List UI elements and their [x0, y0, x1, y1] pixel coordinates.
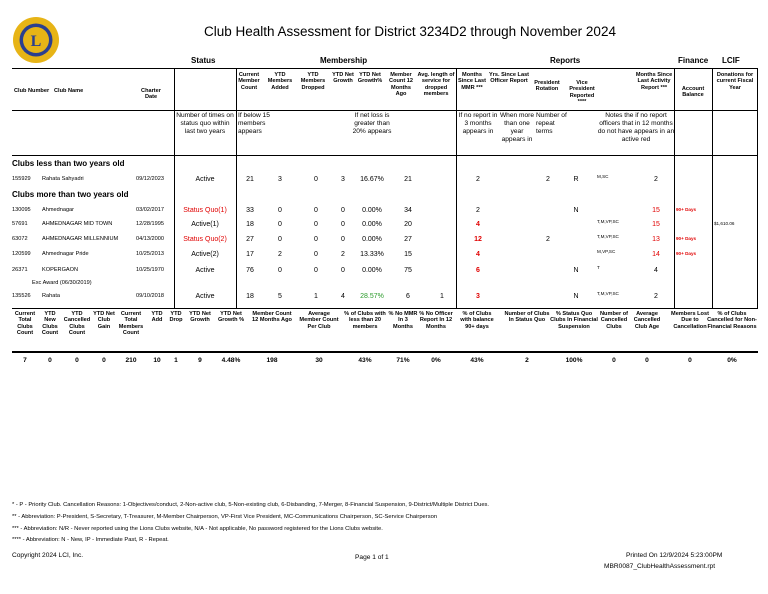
footnote: * - P - Priority Club. Cancellation Reasons: 1-Objectives/conduct, 2-Non-active club, 5-Non-existing club, 6-Disbanding, 7-Merger, 8-Financial Suspension, 9-District/Multiple District Dues. [12, 502, 490, 508]
totals-top-rule [12, 308, 758, 309]
total-ytd-new: 0 [48, 357, 52, 364]
total-current-members: 210 [125, 357, 137, 364]
cell-added: 0 [278, 236, 282, 243]
cell-pct: 0.00% [362, 267, 382, 274]
hdr-member-count-12: Member Count 12 Months Ago [389, 72, 413, 97]
hdr-ytd-members-added: YTD Members Added [267, 72, 293, 91]
total-hdr-ytd-add: YTD Add [151, 311, 163, 324]
cell-number: 130095 [12, 207, 31, 213]
cell-ago: 20 [404, 221, 412, 228]
cell-added: 0 [278, 207, 282, 214]
total-ytd-net-pct: 4.48% [221, 357, 241, 364]
total-hdr-current-members: Current Total Members Count [118, 311, 144, 336]
note-activity: Notes the if no report officers that in 12 months do not have appears in an active red [597, 112, 675, 143]
total-pct-cancelled: 0% [727, 357, 737, 364]
hdr-avg-length-service: Avg. length of service for dropped members [417, 72, 455, 97]
cell-number: 63072 [12, 236, 28, 242]
cell-name: KOPERGAON [42, 267, 79, 273]
cell-status: Active [195, 267, 215, 274]
cell-current: 18 [246, 293, 254, 300]
total-hdr-members-lost: Members Lost Due to Cancellation [671, 311, 709, 330]
cell-name: Ahmednagar [42, 207, 75, 213]
cell-added: 3 [278, 176, 282, 183]
cell-activity: 2 [654, 293, 658, 300]
header-bottom-rule [12, 155, 758, 156]
cell-officers: M,SC [597, 174, 609, 179]
hdr-yrs-since-officer: Yrs. Since Last Officer Report [488, 72, 530, 85]
group-old-clubs: Clubs more than two years old [12, 190, 129, 199]
section-reports: Reports [550, 56, 581, 65]
cell-number: 26371 [12, 267, 28, 273]
cell-activity: 2 [654, 176, 658, 183]
cell-vp: N [573, 267, 579, 274]
cell-officers: M,VP,SC [597, 249, 616, 254]
hdr-donations: Donations for current Fiscal Year [716, 72, 754, 91]
table-row [0, 265, 768, 277]
cell-mmr: 4 [476, 221, 480, 228]
table-row [0, 174, 768, 186]
cell-vp: R [573, 176, 579, 183]
table-row [0, 205, 768, 217]
cell-current: 33 [246, 207, 254, 214]
cell-status: Active [195, 293, 215, 300]
header-mid-rule [12, 110, 758, 111]
section-status: Status [191, 56, 216, 65]
section-lcif: LCIF [722, 56, 740, 65]
note-members: If below 15 members appears [238, 112, 270, 135]
cell-net: 0 [341, 236, 345, 243]
total-hdr-member-count-12: Member Count 12 Months Ago [252, 311, 292, 324]
cell-avg: 1 [440, 293, 444, 300]
report-id: MBR0087_ClubHealthAssessment.rpt [604, 563, 716, 570]
cell-number: 135526 [12, 293, 31, 299]
note-president: Number of repeat terms [536, 112, 567, 135]
note-net-loss: If net loss is greater than 20% appears [352, 112, 392, 135]
hdr-vp-reported: Vice President Reported **** [569, 80, 595, 105]
header-top-rule [12, 68, 758, 69]
cell-charter: 04/13/2000 [136, 236, 164, 242]
hdr-months-since-activity: Months Since Last Activity Report *** [635, 72, 673, 91]
cell-activity: 14 [652, 251, 660, 258]
cell-mmr: 12 [474, 236, 482, 243]
cell-pct: 13.33% [360, 251, 384, 258]
cell-mmr: 3 [476, 293, 480, 300]
total-num-status-quo: 2 [525, 357, 529, 364]
cell-current: 76 [246, 267, 254, 274]
cell-status: Active(1) [191, 221, 219, 228]
cell-pct: 0.00% [362, 207, 382, 214]
cell-net: 4 [341, 293, 345, 300]
total-avg-member: 30 [315, 357, 323, 364]
cell-dropped: 0 [314, 267, 318, 274]
total-pct-less-20: 43% [358, 357, 372, 364]
cell-activity: 15 [652, 221, 660, 228]
total-hdr-pct-status-quo: % Status Quo Clubs In Financial Suspension [550, 311, 598, 330]
cell-dropped: 1 [314, 293, 318, 300]
cell-charter: 12/28/1995 [136, 221, 164, 227]
section-finance: Finance [678, 56, 709, 65]
cell-pct: 0.00% [362, 221, 382, 228]
table-row [0, 219, 768, 231]
table-row [0, 291, 768, 303]
group-new-clubs: Clubs less than two years old [12, 159, 125, 168]
cell-dropped: 0 [314, 251, 318, 258]
total-hdr-avg-cancelled: Average Cancelled Club Age [633, 311, 661, 330]
cell-vp: N [573, 207, 579, 214]
total-hdr-avg-member: Average Member Count Per Club [299, 311, 339, 330]
total-ytd-drop: 1 [174, 357, 178, 364]
cell-ago: 15 [404, 251, 412, 258]
cell-status: Active(2) [191, 251, 219, 258]
cell-ago: 27 [404, 236, 412, 243]
total-hdr-num-cancelled: Number of Cancelled Clubs [600, 311, 628, 330]
cell-charter: 10/25/2013 [136, 251, 164, 257]
table-row [0, 234, 768, 246]
total-hdr-ytd-net-club: YTD Net Club Gain [93, 311, 115, 330]
cell-ago: 6 [406, 293, 410, 300]
cell-charter: 03/02/2017 [136, 207, 164, 213]
cell-added: 2 [278, 251, 282, 258]
total-ytd-net-growth: 9 [198, 357, 202, 364]
cell-net: 0 [341, 221, 345, 228]
cell-net: 0 [341, 207, 345, 214]
cell-added: 0 [278, 267, 282, 274]
cell-donation: $1,610.06 [714, 221, 735, 226]
total-members-lost: 0 [688, 357, 692, 364]
cell-balance: 90+ Days [676, 207, 697, 212]
cell-ago: 34 [404, 207, 412, 214]
cell-officers: T,M,VP,SC [597, 234, 619, 239]
hdr-ytd-net-growth-pct: YTD Net Growth% [357, 72, 383, 85]
cell-officers: T [597, 265, 600, 270]
cell-status: Active [195, 176, 215, 183]
total-ytd-net-club: 0 [102, 357, 106, 364]
total-hdr-ytd-new: YTD New Clubs Count [41, 311, 59, 336]
hdr-ytd-net-growth: YTD Net Growth [332, 72, 354, 85]
note-officer: When more than one year appears in [499, 112, 535, 143]
cell-status: Status Quo(1) [183, 207, 227, 214]
hdr-account-balance: Account Balance [681, 86, 705, 99]
cell-pres: 2 [546, 176, 550, 183]
hdr-president-rotation: President Rotation [534, 80, 560, 93]
footnote: *** - Abbreviation: N/R - Never reported using the Lions Clubs website, N/A - Not applicable, No password registered for the Lions Clubs website. [12, 526, 383, 532]
hdr-club-name: Club Name [54, 88, 84, 94]
cell-number: 155929 [12, 176, 31, 182]
total-hdr-ytd-net-pct: YTD Net Growth % [217, 311, 245, 324]
cell-ago: 21 [404, 176, 412, 183]
cell-dropped: 0 [314, 236, 318, 243]
hdr-ytd-members-dropped: YTD Members Dropped [300, 72, 326, 91]
cell-pct: 0.00% [362, 236, 382, 243]
cell-ago: 75 [404, 267, 412, 274]
report-title: Club Health Assessment for District 3234D2 through November 2024 [204, 24, 616, 39]
cell-activity: 4 [654, 267, 658, 274]
cell-current: 27 [246, 236, 254, 243]
cell-balance: 90+ Days [676, 251, 697, 256]
table-row [0, 249, 768, 261]
total-hdr-current-total: Current Total Clubs Count [14, 311, 36, 336]
cell-charter: 09/10/2018 [136, 293, 164, 299]
total-hdr-pct-no-mmr: % No MMR In 3 Months [388, 311, 418, 330]
cell-dropped: 0 [314, 221, 318, 228]
cell-number: 57691 [12, 221, 28, 227]
hdr-charter-date: Charter Date [141, 88, 161, 101]
total-hdr-ytd-cancelled: YTD Cancelled Clubs Count [63, 311, 91, 336]
cell-pct: 16.67% [360, 176, 384, 183]
printed-on: Printed On 12/9/2024 5:23:00PM [626, 552, 723, 559]
cell-vp: N [573, 293, 579, 300]
note-mmr: If no report in 3 months appears in [458, 112, 498, 135]
cell-officers: T,M,VP,SC [597, 219, 619, 224]
total-ytd-add: 10 [153, 357, 161, 364]
cell-name: AHMEDNAGAR MID TOWN [42, 221, 113, 227]
cell-name: Rahata Sahyadri [42, 176, 84, 182]
total-ytd-cancelled: 0 [75, 357, 79, 364]
total-avg-cancelled: 0 [645, 357, 649, 364]
total-hdr-ytd-drop: YTD Drop [169, 311, 183, 324]
total-pct-balance: 43% [470, 357, 484, 364]
cell-name: Rahata [42, 293, 61, 299]
note-status: Number of times on status quo within last two years [176, 112, 234, 135]
cell-mmr: 2 [476, 207, 480, 214]
cell-activity: 13 [652, 236, 660, 243]
total-hdr-ytd-net-growth: YTD Net Growth [189, 311, 211, 324]
total-pct-no-officer: 0% [431, 357, 441, 364]
exc-award-note: Exc Award (06/30/2019) [32, 280, 92, 286]
total-pct-status-quo: 100% [565, 357, 583, 364]
hdr-current-member-count: Current Member Count [238, 72, 260, 91]
cell-net: 3 [341, 176, 345, 183]
hdr-months-since-mmr: Months Since Last MMR *** [458, 72, 486, 91]
total-num-cancelled: 0 [612, 357, 616, 364]
cell-number: 120599 [12, 251, 31, 257]
total-current-total: 7 [23, 357, 27, 364]
cell-officers: T,M,VP,SC [597, 291, 619, 296]
cell-net: 2 [341, 251, 345, 258]
total-hdr-pct-less-20: % of Clubs with less than 20 members [344, 311, 386, 330]
cell-added: 5 [278, 293, 282, 300]
cell-charter: 09/12/2023 [136, 176, 164, 182]
svg-text:L: L [30, 33, 42, 50]
cell-name: Ahmednagar Pride [42, 251, 89, 257]
total-hdr-num-status-quo: Number of Clubs In Status Quo [504, 311, 550, 324]
cell-dropped: 0 [314, 207, 318, 214]
cell-name: AHMEDNAGAR MILLENNIUM [42, 236, 119, 242]
lions-logo [12, 16, 60, 64]
totals-rule [12, 351, 758, 353]
section-membership: Membership [320, 56, 368, 65]
cell-dropped: 0 [314, 176, 318, 183]
page-number: Page 1 of 1 [355, 554, 389, 561]
cell-current: 21 [246, 176, 254, 183]
cell-charter: 10/25/1970 [136, 267, 164, 273]
cell-mmr: 6 [476, 267, 480, 274]
cell-current: 17 [246, 251, 254, 258]
cell-pres: 2 [546, 236, 550, 243]
cell-added: 0 [278, 221, 282, 228]
footnote: ** - Abbreviation: P-President, S-Secretary, T-Treasurer, M-Member Chairperson, VP-First Vice President, MC-Communications Chairperson, SC-Service Chairperson [12, 514, 438, 520]
total-member-count-12: 198 [266, 357, 278, 364]
footnote: **** - Abbreviation: N - New, IP - Immediate Past, R - Repeat. [12, 537, 169, 543]
cell-activity: 15 [652, 207, 660, 214]
cell-net: 0 [341, 267, 345, 274]
total-pct-no-mmr: 71% [396, 357, 410, 364]
cell-status: Status Quo(2) [183, 236, 227, 243]
hdr-club-number: Club Number [14, 88, 50, 94]
copyright: Copyright 2024 LCI, Inc. [12, 552, 84, 559]
cell-pct: 28.57% [360, 293, 384, 300]
total-hdr-pct-no-officer: % No Officer Report In 12 Months [419, 311, 453, 330]
cell-mmr: 4 [476, 251, 480, 258]
total-hdr-pct-balance: % of Clubs with balance 90+ days [460, 311, 494, 330]
total-hdr-pct-cancelled: % of Clubs Cancelled for Non-Financial Reasons [707, 311, 757, 330]
cell-mmr: 2 [476, 176, 480, 183]
cell-current: 18 [246, 221, 254, 228]
cell-balance: 90+ Days [676, 236, 697, 241]
